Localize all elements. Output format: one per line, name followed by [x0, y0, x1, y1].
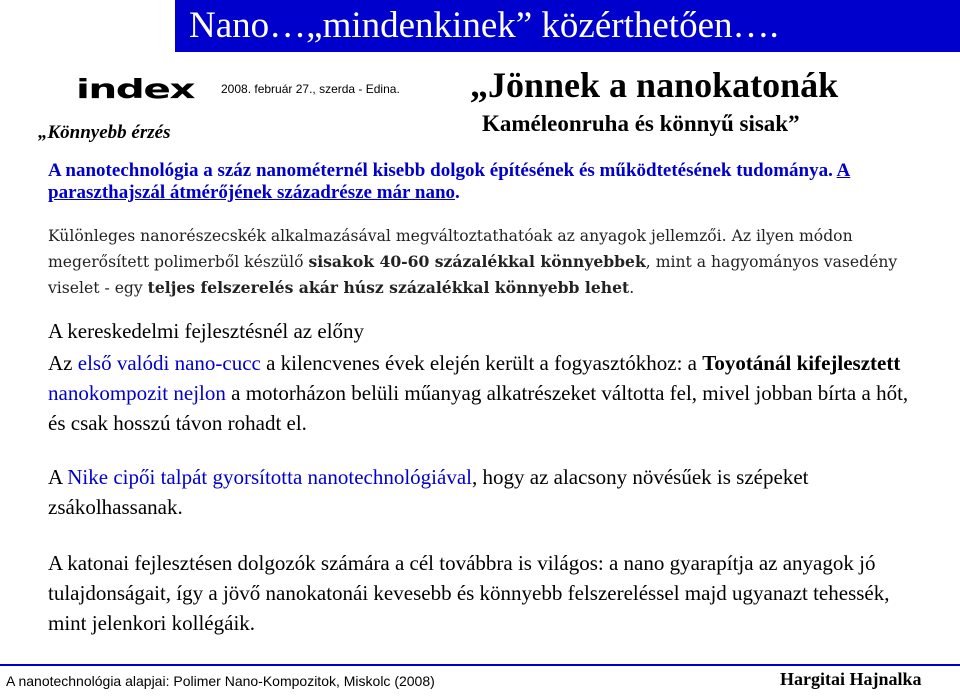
- text-span: A: [48, 465, 68, 489]
- helmet-paragraph: [48, 224, 918, 301]
- text-span: Az: [48, 351, 78, 375]
- military-paragraph: A katonai fejlesztésen dolgozók számára a cél továbbra is világos: a nano gyarapítja az anyagok jó tulajdonságait, így a jövő nanokatonái kevesebb és könnyebb felszereléssel majd ugyanazt tehessék, mint jelenkori kollégáik.: [48, 551, 890, 635]
- highlight-span: Nike cipői talpát gyorsította nanotechnológiával: [67, 465, 472, 489]
- text-span: .: [629, 279, 635, 297]
- toyota-paragraph: [48, 348, 918, 438]
- text-span: a kilencvenes évek elején került a fogyasztókhoz: a: [260, 351, 703, 375]
- article-subheadline: Kaméleonruha és könnyű sisak”: [482, 111, 800, 136]
- highlight-span: nanokompozit nejlon: [48, 381, 226, 405]
- intro-paragraph: [48, 160, 868, 204]
- nike-paragraph: [48, 462, 918, 522]
- bold-span: sisakok 40-60 százalékkal könnyebbek: [308, 252, 646, 271]
- text-span: , hogy az alacsony növésűek is szépeket zsákolhassanak.: [48, 465, 809, 519]
- nano-definition-link[interactable]: A paraszthajszál átmérőjének századrésze már nano: [48, 160, 851, 203]
- highlight-span: első valódi nano-cucc: [77, 351, 261, 375]
- index-logo: [76, 78, 196, 100]
- bold-span: Toyotánál kifejlesztett: [702, 351, 901, 375]
- footer-course: A nanotechnológia alapjai: Polimer Nano-Kompozitok, Miskolc (2008): [6, 673, 435, 689]
- footer-author: Hargitai Hajnalka: [780, 669, 922, 689]
- text-span: Különleges nanorészecskék alkalmazásával megváltoztathatóak az anyagok jellemzői. Az ilyen módon megerősített polimerből készülő: [48, 227, 853, 271]
- article-date: 2008. február 27., szerda - Edina.: [221, 82, 400, 96]
- section-heading: A kereskedelmi fejlesztésnél az előny: [48, 319, 365, 343]
- slide-title: Nano…„mindenkinek” közérthetően….: [189, 5, 779, 46]
- text-span: a motorházon belüli műanyag alkatrészeket váltotta fel, mivel jobban bírta a hőt, és csak hosszú távon rohadt el.: [48, 381, 909, 435]
- svg-text:index: index: [76, 78, 195, 100]
- footer-divider: [0, 664, 960, 666]
- article-headline: „Jönnek a nanokatonák: [470, 65, 839, 105]
- intro-end: .: [455, 182, 460, 203]
- bold-span: teljes felszerelés akár húsz százalékkal könnyebb lehet: [147, 278, 630, 297]
- title-bar: [175, 0, 960, 52]
- section-label: „Könnyebb érzés: [38, 122, 171, 143]
- intro-text: A nanotechnológia a száz nanométernél kisebb dolgok építésének és működtetésének tudománya.: [48, 160, 837, 181]
- text-span: , mint a hagyományos vasedény viselet - egy: [48, 253, 898, 297]
